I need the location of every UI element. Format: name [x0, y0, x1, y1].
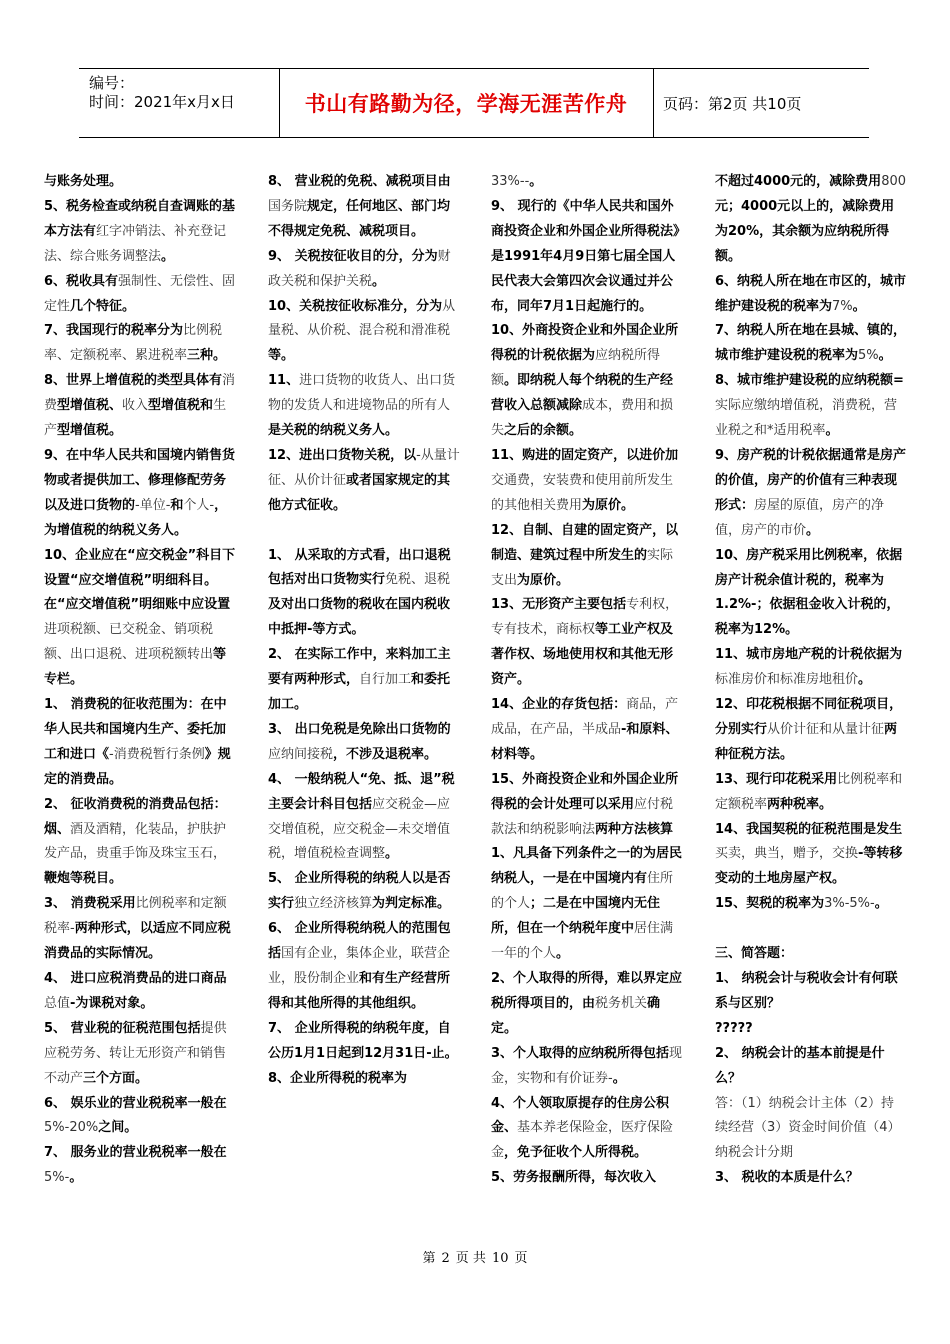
paragraph: [268, 768, 460, 868]
bold-text: 两种方法核算: [595, 821, 674, 837]
bold-text: 5、 营业税的征税范围包括: [44, 1020, 201, 1036]
answer-text: 商品，产成品，在产品，半成品: [491, 697, 679, 737]
bold-text: 15、外商投资企业和外国企业所得税的会计处理可以采用: [491, 771, 679, 812]
bold-text: 3、 消费税采用: [44, 896, 136, 912]
paragraph: [44, 1141, 236, 1191]
bold-text: 。: [878, 348, 892, 364]
bold-text: 和委托加工。: [268, 672, 451, 713]
answer-text: 总值: [44, 995, 71, 1011]
answer-text: -单位-: [135, 497, 171, 513]
footer-page-number: 2: [441, 1251, 450, 1266]
answer-text: 财政关税和保护关税: [268, 248, 451, 289]
bold-text: 。: [385, 846, 399, 862]
paragraph: [44, 319, 236, 369]
bold-text: 12、自制、自建的固定资产，以制造、建筑过程中所发生的: [491, 522, 679, 563]
doc-date: 时间：2021年x月x日: [89, 93, 235, 111]
bold-text: ?????: [715, 1020, 753, 1036]
paragraph: [715, 643, 907, 693]
paragraph: [44, 270, 236, 320]
bold-text: 12、印花税根据不同征税项目，分别实行: [715, 697, 903, 737]
bold-text: 或者国家规定的其他方式征收。: [268, 472, 451, 513]
paragraph: [44, 170, 236, 195]
bold-text: 2、个人取得的所得，难以界定应税所得项目的，由: [491, 971, 683, 1011]
bold-text: 10、关税按征收标准分，分为: [268, 298, 443, 314]
bold-text: 和: [170, 497, 184, 513]
bold-text: 6、 企业所得税纳税人的范围包括: [268, 921, 451, 962]
bold-text: -等转移变动的土地房屋产权。: [715, 846, 903, 887]
answer-text: 免税、退税: [385, 572, 451, 588]
answer-text: 酒及酒精，化装品，护肤护发产品，贵重手饰及珠宝玉石，: [44, 821, 227, 862]
answer-text: 收入: [122, 398, 149, 414]
answer-text: 红字冲销法、补充登记法、综合账务调整法: [44, 223, 227, 264]
bold-text: 之间。: [98, 1120, 138, 1136]
bold-text: 7、 服务业的营业税税率一般在: [44, 1145, 227, 1161]
paragraph: [44, 892, 236, 967]
bold-text: 型增值税。: [57, 423, 123, 439]
header-page-info: 页码：第2页 共10页: [663, 94, 802, 113]
bold-text: 2、 纳税会计的基本前提是什么？: [715, 1045, 885, 1086]
bold-text: 5、税务检查或纳税自查调账的基本方法有: [44, 198, 236, 239]
header-motto-cell: [279, 69, 654, 137]
answer-text: 成本，费用和损失: [491, 398, 674, 439]
paragraph: [268, 643, 460, 718]
bold-text: 与账务处理。: [44, 174, 123, 189]
paragraph: [491, 1166, 683, 1191]
bold-text: 和有生产经营所得和其他所得的其他组织。: [268, 970, 451, 1011]
bold-text: 8、世界上增值税的类型具体有: [44, 373, 223, 389]
bold-text: 6、税收具有: [44, 273, 119, 289]
bold-text: 鞭炮等税目。: [44, 871, 123, 887]
paragraph: [44, 444, 236, 544]
paragraph: [44, 544, 236, 693]
answer-text: 从价计征和从量计征: [767, 721, 885, 737]
answer-text: 应纳税所得额: [491, 348, 661, 389]
bold-text: 15、契税的税率为: [715, 896, 825, 912]
bold-text: 等专栏。: [44, 647, 227, 688]
doc-number-label: 编号：: [89, 74, 135, 92]
bold-text: 三、简答题：: [715, 946, 794, 962]
bold-text: 4、 进口应税消费品的进口商品: [44, 971, 227, 986]
paragraph: [715, 1042, 907, 1092]
answer-text: 实际支出: [491, 547, 674, 588]
answer-text: 标准房价和标准房地租价: [715, 672, 859, 688]
bold-text: 3、 出口免税是免除出口货物的: [268, 721, 451, 737]
paragraph: [268, 718, 460, 768]
bold-text: 13、现行印花税采用: [715, 771, 838, 787]
paragraph: [268, 444, 460, 519]
bold-text: ；二是在中国境内无住所，但在一个纳税年度中: [491, 896, 661, 937]
paragraph: [491, 195, 683, 320]
paragraph: [715, 1092, 907, 1167]
bold-text: 不超过4000元的，减除费用: [715, 174, 882, 189]
header-meta: [79, 69, 280, 137]
bold-text: 两种形式，以适应不同应税消费品的实际情况。: [44, 921, 231, 962]
answer-text: 比例税率和定额税率-: [44, 896, 227, 937]
paragraph: [715, 967, 907, 1017]
answer-text: 买卖，典当，赠予，交换: [715, 846, 859, 862]
answer-text: 独立经济核算: [294, 896, 373, 912]
paragraph: [715, 444, 907, 544]
bold-text: 及对出口货物的税收在国内税收中抵押-等方式。: [268, 597, 451, 638]
bold-text: 。: [806, 522, 820, 538]
bold-text: 。: [529, 174, 543, 189]
bold-text: 6、 娱乐业的营业税税率一般在: [44, 1095, 227, 1111]
answer-text: 现金，实物和有价证券-: [491, 1045, 683, 1086]
bold-text: 9、 现行的《中华人民共和国外商投资企业和外国企业所得税法》是1991年4月9日第七届全国人民代表大会第四次会议通过并公布，同年7月1日起施行的。: [491, 198, 680, 314]
bold-text: 14、企业的存货包括：: [491, 697, 627, 713]
bold-text: 7、 企业所得税的纳税年度，自公历1月1日起到12月31日-止。: [268, 1020, 458, 1061]
paragraph: [491, 693, 683, 768]
bold-text: 11、购进的固定资产，以进价加: [491, 447, 679, 463]
paragraph: [491, 319, 683, 444]
answer-text: 消费: [44, 373, 236, 414]
bold-text: 型增值税、: [57, 398, 123, 414]
page-footer: [0, 1247, 950, 1266]
paragraph: [268, 295, 460, 370]
bold-text: 3、个人取得的应纳税所得包括: [491, 1045, 670, 1061]
bold-text: 3、 税收的本质是什么？: [715, 1170, 859, 1186]
answer-text: 进项税额、已交税金、销项税额、出口退税、进项税额转出: [44, 622, 214, 663]
bold-text: 13、无形资产主要包括: [491, 597, 627, 613]
paragraph: [268, 245, 460, 295]
bold-text: 几个特征。: [70, 298, 136, 314]
paragraph: [715, 892, 907, 917]
bold-text: 。: [858, 672, 872, 688]
bold-text: 4、个人领取原提存的住房公积金、: [491, 1095, 670, 1136]
header-page-cell: [653, 69, 869, 137]
footer-suffix: 页: [514, 1251, 528, 1266]
answer-text: 强制性、无偿性、固定性: [44, 273, 236, 314]
text-column-2: [268, 170, 460, 1092]
answer-text: 应付税款法和纳税影响法: [491, 796, 674, 837]
paragraph: [491, 170, 683, 195]
bold-text: 6、纳税人所在地在市区的，城市维护建设税的税率为: [715, 273, 907, 314]
bold-text: 1、凡具备下列条件之一的为居民纳税人，一是在中国境内有: [491, 846, 683, 887]
bold-text: 等工业产权及著作权、场地使用权和其他无形资产。: [491, 622, 674, 688]
answer-text: 应纳间接税: [268, 746, 334, 762]
bold-text: 9、在中华人民共和国境内销售货物或者提供加工、修理修配劳务以及进口货物的: [44, 447, 236, 513]
text-column-1: [44, 170, 236, 1191]
bold-text: 为原价。: [582, 497, 635, 513]
bold-text: -和原料、材料等。: [491, 721, 679, 762]
answer-text: 33%--: [491, 174, 530, 189]
answer-text: 税务机关: [595, 995, 648, 1011]
bold-text: 。: [852, 298, 866, 314]
bold-text: 1、 从采取的方式看，出口退税包括对出口货物实行: [268, 547, 451, 588]
bold-text: 7、我国现行的税率分为: [44, 323, 184, 339]
blank-line: [268, 519, 460, 544]
paragraph: [715, 369, 907, 444]
bold-text: 三个方面。: [83, 1070, 149, 1086]
paragraph: [715, 170, 907, 270]
paragraph: [715, 1166, 907, 1191]
bold-text: 之后的余额。: [504, 423, 583, 439]
paragraph: [715, 942, 907, 967]
bold-text: 是关税的纳税义务人。: [268, 423, 399, 439]
bold-text: 11、城市房地产税的计税依据为: [715, 647, 903, 663]
paragraph: [491, 768, 683, 843]
bold-text: 三种。: [187, 348, 227, 364]
paragraph: [491, 967, 683, 1042]
answer-text: 应交税金—应交增值税，应交税金—未交增值税，增值税检查调整: [268, 796, 451, 862]
bold-text: 4、 一般纳税人“免、抵、退”税主要会计科目包括: [268, 771, 455, 812]
answer-text: 交通费，安装费和使用前所发生的其他相关费用: [491, 472, 674, 513]
footer-prefix: 第: [422, 1251, 436, 1266]
bold-text: 元；4000元以上的，减除费用为20%，其余额为应纳税所得额。: [715, 198, 895, 264]
bold-text: 规定，任何地区、部门均不得规定免税、减税项目。: [268, 198, 451, 239]
paragraph: [715, 818, 907, 893]
answer-text: 生产: [44, 398, 227, 439]
paragraph: [715, 270, 907, 320]
bold-text: ，免予征收个人所得税。: [504, 1145, 648, 1161]
paragraph: [491, 1092, 683, 1167]
text-column-3: [491, 170, 683, 1191]
answer-text: 实际应缴纳增值税，消费税，营业税之和*适用税率: [715, 398, 898, 439]
answer-text: 个人-: [183, 497, 215, 513]
paragraph: [44, 369, 236, 444]
bold-text: 为判定标准。: [372, 896, 451, 912]
paragraph: [44, 1017, 236, 1092]
paragraph: [44, 1092, 236, 1142]
bold-text: 两种征税方法。: [715, 721, 898, 762]
bold-text: 5、 企业所得税的纳税人以是否实行: [268, 871, 451, 912]
answer-text: 基本养老保险金，医疗保险金: [491, 1120, 674, 1161]
bold-text: 两种税率。: [767, 796, 833, 812]
answer-text: 国务院: [268, 198, 308, 214]
bold-text: 型增值税和: [148, 398, 214, 414]
answer-text: 5%-: [44, 1170, 70, 1186]
bold-text: 2、 征收消费税的消费品包括：烟、: [44, 796, 227, 837]
bold-text: 8、城市维护建设税的应纳税额=: [715, 373, 904, 389]
answer-text: 进口货物的收货人、出口货物的发货人和进境物品的所有人: [268, 373, 456, 414]
bold-text: 等。: [268, 348, 295, 364]
paragraph: [268, 917, 460, 1017]
answer-text: 提供应税劳务、转让无形资产和销售不动产: [44, 1020, 227, 1086]
bold-text: 10、外商投资企业和外国企业所得税的计税依据为: [491, 323, 679, 364]
bold-text: 为原价。: [517, 572, 570, 588]
bold-text: 。: [825, 423, 839, 439]
footer-total-pages: 10: [491, 1251, 509, 1266]
bold-text: 1、 消费税的征收范围为：在中华人民共和国境内生产、委托加工和进口《: [44, 697, 227, 762]
paragraph: [44, 693, 236, 793]
answer-text: 自行加工: [359, 672, 412, 688]
answer-text: 比例税率、定额税率、累进税率: [44, 323, 223, 364]
answer-text: 国有企业，集体企业，联营企业，股份制企业: [268, 946, 451, 986]
paragraph: [268, 369, 460, 444]
answer-text: 房屋的原值，房产的净值，房产的市价: [715, 497, 885, 538]
bold-text: 10、企业应在“应交税金”科目下设置“应交增值税”明细科目。在“应交增值税”明细账中应设置: [44, 547, 236, 613]
paragraph: [44, 793, 236, 893]
bold-text: 确定。: [491, 995, 661, 1036]
bold-text: 14、我国契税的征税范围是发生: [715, 821, 903, 837]
paragraph: [268, 544, 460, 644]
page-header: [79, 68, 869, 138]
bold-text: 。: [556, 946, 570, 962]
bold-text: 。: [372, 273, 386, 289]
answer-text: -消费税暂行条例: [109, 746, 205, 762]
paragraph: [268, 1067, 460, 1092]
answer-text: 3%-5%-: [824, 896, 875, 912]
answer-text: 从量税、从价税、混合税和滑准税: [268, 298, 456, 339]
answer-text: 比例税率和定额税率: [715, 771, 903, 812]
bold-text: 。: [69, 1170, 83, 1186]
text-column-4: [715, 170, 907, 1191]
bold-text: 7、纳税人所在地在县城、镇的，城市维护建设税的税率为: [715, 323, 907, 364]
bold-text: 5、劳务报酬所得，每次收入: [491, 1170, 657, 1186]
paragraph: [268, 1017, 460, 1067]
bold-text: 1、 纳税会计与税收会计有何联系与区别？: [715, 970, 898, 1011]
paragraph: [44, 967, 236, 1017]
paragraph: [491, 519, 683, 594]
paragraph: [715, 544, 907, 644]
bold-text: 。即纳税人每个纳税的生产经营收入总额减除: [491, 373, 674, 414]
bold-text: 2、 在实际工作中，来料加工主要有两种形式，: [268, 647, 451, 688]
blank-line: [715, 917, 907, 942]
bold-text: 。: [161, 248, 175, 264]
answer-text: 专利权，专有技术，商标权: [491, 597, 679, 638]
paragraph: [491, 444, 683, 519]
answer-text: 答：（1）纳税会计主体（2）持续经营（3）资金时间价值（4）纳税会计分期: [715, 1095, 901, 1161]
answer-text: 住所的个人: [491, 871, 674, 912]
paragraph: [715, 693, 907, 768]
answer-text: 7%: [832, 298, 853, 314]
paragraph: [715, 768, 907, 818]
answer-text: 居住满一年的个人: [491, 921, 674, 962]
paragraph: [268, 867, 460, 917]
answer-text: 5%: [858, 348, 879, 364]
paragraph: [491, 1042, 683, 1092]
paragraph: [715, 1017, 907, 1042]
bold-text: -为课税对象。: [70, 995, 154, 1011]
bold-text: 8、 营业税的免税、减税项目由: [268, 174, 451, 189]
paragraph: [491, 593, 683, 693]
bold-text: 9、 关税按征收目的分，分为: [268, 248, 438, 264]
bold-text: 11、: [268, 373, 300, 389]
bold-text: ，为增值税的纳税义务人。: [44, 497, 228, 538]
paragraph: [715, 319, 907, 369]
answer-text: -从量计征、从价计征: [268, 447, 460, 488]
paragraph: [268, 170, 460, 245]
answer-text: 800: [881, 174, 907, 189]
footer-mid: 页 共: [455, 1251, 486, 1266]
bold-text: 12、进出口货物关税，以: [268, 447, 417, 463]
paragraph: [44, 195, 236, 270]
bold-text: 。: [874, 896, 888, 912]
bold-text: 9、房产税的计税依据通常是房产的价值，房产的价值有三种表现形式：: [715, 447, 907, 513]
bold-text: 8、企业所得税的税率为: [268, 1070, 408, 1086]
bold-text: 10、房产税采用比例税率，依据房产计税余值计税的，税率为1.2%-；依据租金收入计税的，税率为12%。: [715, 547, 903, 638]
bold-text: 》规定的消费品。: [44, 746, 231, 787]
motto: 书山有路勤为径，学海无涯苦作舟: [304, 92, 628, 116]
bold-text: 。: [612, 1070, 626, 1086]
paragraph: [491, 842, 683, 967]
bold-text: ，不涉及退税率。: [333, 746, 438, 762]
answer-text: 5%-20%: [44, 1120, 99, 1136]
